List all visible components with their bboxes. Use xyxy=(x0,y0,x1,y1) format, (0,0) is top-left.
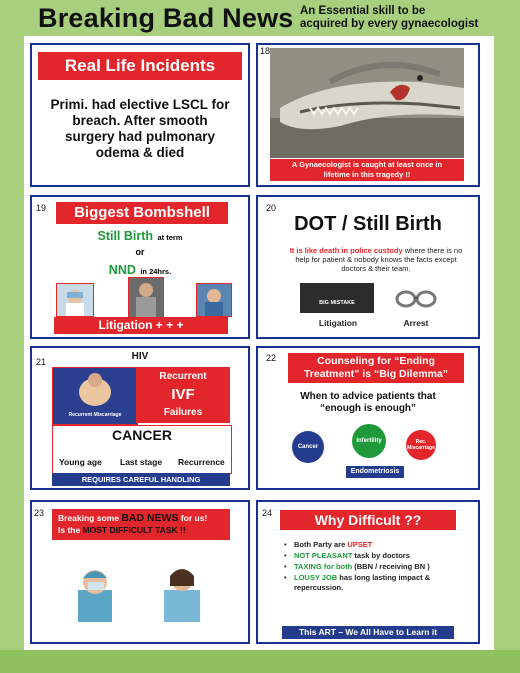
grieving-photo-2 xyxy=(128,277,164,319)
still-birth-line xyxy=(32,229,248,245)
failures-text: Failures xyxy=(163,407,203,418)
grieving-photo-3 xyxy=(196,283,232,317)
big-mistake-photo xyxy=(300,283,374,313)
incident-line-4: odema & died xyxy=(95,145,185,160)
slide-crocodile xyxy=(256,43,480,187)
difficulty-list xyxy=(284,540,470,594)
arrest-label: Arrest xyxy=(403,318,429,328)
litigation-banner: Litigation + + + xyxy=(54,317,228,334)
footer-band xyxy=(0,650,520,673)
heading-line-2: Treatment” is “Big Dilemma” xyxy=(303,368,449,380)
slide-heading: DOT / Still Birth xyxy=(294,213,442,235)
msg-a: Breaking some xyxy=(58,513,122,523)
learn-art-banner: This ART – We All Have to Learn it xyxy=(282,626,454,639)
cancer-circle: Cancer xyxy=(292,431,324,463)
msg-c: for us! xyxy=(178,513,208,523)
slide-number: 22 xyxy=(266,353,277,363)
list-item xyxy=(284,573,470,593)
cancer-text: CANCER xyxy=(112,427,172,443)
incident-text xyxy=(34,97,246,161)
b2-a: NOT PLEASANT xyxy=(294,551,353,560)
page-title: Breaking Bad News xyxy=(38,3,294,33)
incident-line-3: surgery had pulmonary xyxy=(64,129,216,144)
slide-heading: Why Difficult ?? xyxy=(280,510,456,530)
list-item xyxy=(284,562,470,572)
slide-hiv-ivf-cancer xyxy=(30,346,250,490)
slide-heading: Real Life Incidents xyxy=(38,52,242,80)
at-term-text: at term xyxy=(157,233,183,242)
b3-a: TAXING for both xyxy=(294,562,353,571)
recurrence-text: Recurrence xyxy=(178,457,225,467)
surgeon-photo xyxy=(64,560,126,622)
slide-number: 19 xyxy=(36,203,47,213)
subtitle-line-2: acquired by every gynaecologist xyxy=(300,18,479,30)
b1-b: UPSET xyxy=(347,540,373,549)
quote-rest: where there is no help for patient & nobody knows the facts except doctors & their team. xyxy=(295,246,463,273)
crocodile-caption xyxy=(270,159,464,181)
miscarriage-label: Recurrent Miscarriage xyxy=(68,412,122,418)
still-birth-text: Still Birth xyxy=(97,229,154,243)
b1-a: Both Party are xyxy=(294,540,348,549)
slide-number: 23 xyxy=(34,508,45,518)
crocodile-photo xyxy=(270,48,464,158)
b4-c: repercussion. xyxy=(294,583,344,592)
ivf-text: IVF xyxy=(171,386,195,403)
hiv-label: HIV xyxy=(131,351,149,362)
slide-real-life-incidents xyxy=(30,43,250,187)
within-text: in 24hrs. xyxy=(140,267,172,276)
question-line-2: “enough is enough” xyxy=(319,403,417,414)
heading-line-1: Counseling for “Ending xyxy=(317,355,435,367)
slide-breaking-bad-news xyxy=(30,500,250,644)
slide-why-difficult xyxy=(256,500,480,644)
recurrent-text: Recurrent xyxy=(159,371,207,382)
b3-b: (BBN / receiving BN ) xyxy=(352,562,430,571)
slide-heading xyxy=(288,353,464,383)
ivf-box xyxy=(136,367,230,423)
slide-number: 21 xyxy=(36,357,47,367)
nurse-photo xyxy=(154,560,210,622)
careful-handling-banner: REQUIRES CAREFUL HANDLING xyxy=(52,473,230,486)
police-custody-quote xyxy=(286,246,466,273)
circle3-line-1: Rec. xyxy=(415,439,427,445)
slide-heading: Biggest Bombshell xyxy=(56,202,228,224)
incident-line-1: Primi. had elective LSCL for xyxy=(50,97,230,112)
caption-line-1: A Gynaecologist is caught at least once in xyxy=(291,160,443,169)
last-stage-text: Last stage xyxy=(120,457,163,467)
slide-dot-still-birth xyxy=(256,195,480,339)
cancer-box xyxy=(52,425,232,474)
incident-line-2: breach. After smooth xyxy=(72,113,208,128)
handcuffs-icon xyxy=(394,285,438,311)
banner-line-2 xyxy=(58,524,230,536)
dilemma-question xyxy=(258,391,478,415)
endometriosis-label: Endometriosis xyxy=(346,466,404,478)
list-item xyxy=(284,540,470,550)
slide-number: 24 xyxy=(262,508,273,518)
msg-d: Is the xyxy=(58,525,83,535)
slide-number: 18 xyxy=(260,46,271,56)
subtitle-line-1: An Essential skill to be xyxy=(300,5,426,17)
slide-biggest-bombshell xyxy=(30,195,250,339)
quote-highlight: It is like death in police custody xyxy=(289,246,403,255)
infertility-circle: Infertility xyxy=(352,424,386,458)
nnd-text: NND xyxy=(108,263,136,277)
young-age-text: Young age xyxy=(59,457,102,467)
litigation-label: Litigation xyxy=(318,318,358,328)
grieving-photo-1 xyxy=(56,283,94,317)
caption-line-2: lifetime in this tragedy !! xyxy=(323,170,411,179)
slide-counseling xyxy=(256,346,480,490)
shirt-text: BIG MISTAKE xyxy=(319,300,355,306)
miscarriage-circle xyxy=(406,430,436,460)
question-line-1: When to advice patients that xyxy=(300,391,436,402)
msg-most-difficult: MOST DIFFICULT TASK !! xyxy=(82,525,186,535)
slide-number: 20 xyxy=(266,203,277,213)
or-text: or xyxy=(135,247,145,257)
difficult-task-banner xyxy=(52,509,230,540)
miscarriage-box xyxy=(52,367,138,425)
circle3-line-2: Miscarriage xyxy=(407,445,435,451)
list-item xyxy=(284,551,470,561)
b4-a: LOUSY JOB xyxy=(294,573,338,582)
b2-b: task by doctors xyxy=(352,551,410,560)
b4-b: has long lasting impact & xyxy=(337,573,431,582)
page-subtitle xyxy=(300,5,478,31)
banner-line-1 xyxy=(58,512,230,524)
msg-bad-news: BAD NEWS xyxy=(121,512,179,524)
